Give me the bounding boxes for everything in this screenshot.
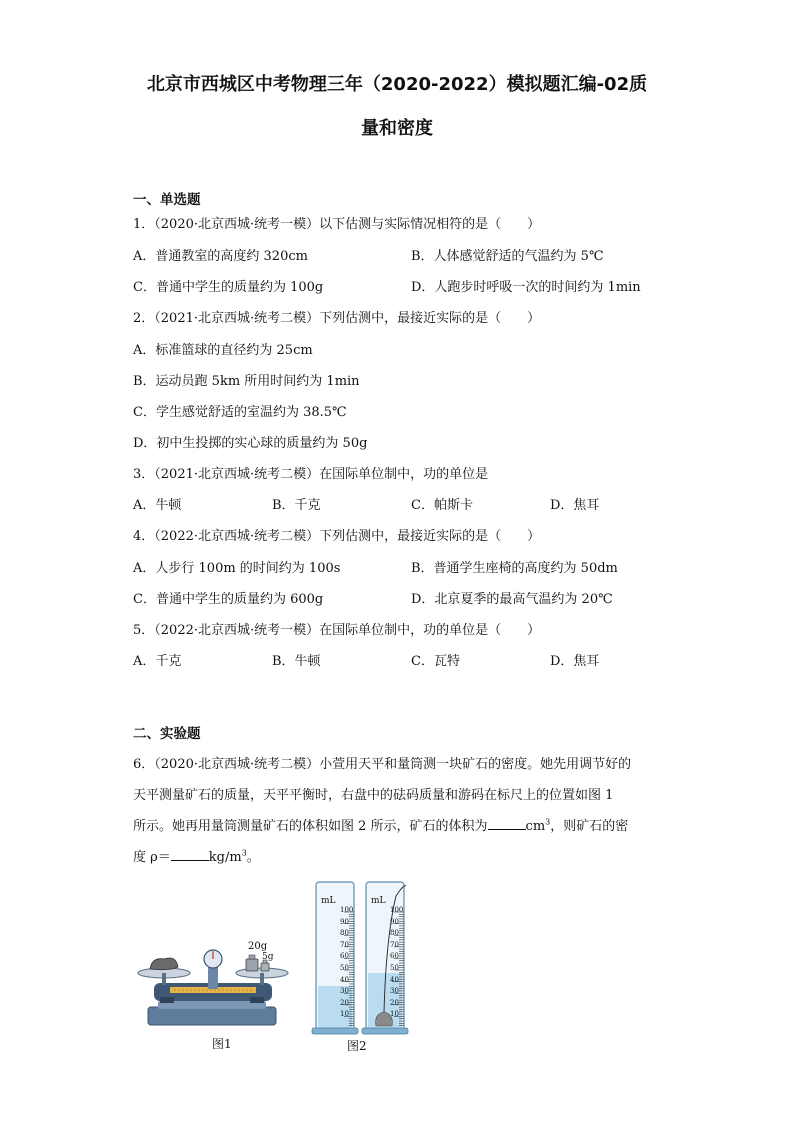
scale-label-80: 80 [340, 929, 349, 938]
question-1-option-b: B．人体感觉舒适的气温约为 5℃ [411, 249, 604, 264]
figure-1-caption: 图1 [212, 1037, 232, 1051]
question-6-text-density: ，则矿石的密 [550, 819, 629, 834]
question-1-option-c: C．普通中学生的质量约为 100g [133, 280, 324, 295]
question-3-stem: 3．（2021·北京西城·统考二模）在国际单位制中，功的单位是 [133, 467, 489, 482]
scale-label-100: 100 [390, 906, 404, 914]
question-5-option-a: A．千克 [133, 654, 182, 669]
scale-label-40: 40 [390, 975, 399, 984]
weight-label-20g: 20g [248, 941, 268, 952]
question-2-stem: 2．（2021·北京西城·统考二模）下列估测中，最接近实际的是（ ） [133, 311, 541, 326]
document-title-line1: 北京市西城区中考物理三年（2020-2022）模拟题汇编-02质 [146, 74, 648, 95]
scale-label-80: 80 [390, 929, 399, 938]
question-6-line-2: 天平测量矿石的质量，天平平衡时，右盘中的砝码质量和游码在标尺上的位置如图 1 [133, 788, 614, 803]
question-3-option-c: C．帕斯卡 [411, 498, 473, 513]
answer-blank-volume[interactable] [488, 817, 526, 830]
question-6-line-1: 6．（2020·北京西城·统考二模）小萱用天平和量筒测一块矿石的密度。她先用调节好的 [133, 757, 632, 772]
cylinder-2-unit: mL [371, 896, 386, 906]
scale-label-40: 40 [340, 975, 349, 984]
question-4-option-d: D．北京夏季的最高气温约为 20℃ [411, 592, 613, 607]
scale-label-50: 50 [390, 964, 399, 972]
scale-label-70: 70 [340, 940, 349, 949]
cylinder-1-unit: mL [321, 896, 336, 906]
section-heading-single-choice: 一、单选题 [133, 192, 201, 208]
scale-label-10: 10 [390, 1010, 399, 1019]
weight-label-5g: 5g [262, 952, 274, 962]
scale-label-30: 30 [390, 987, 399, 996]
scale-label-20: 20 [390, 998, 399, 1007]
figure-2-caption: 图2 [347, 1039, 367, 1053]
density-unit: kg/m [208, 850, 242, 865]
question-4-stem: 4．（2022·北京西城·统考二模）下列估测中，最接近实际的是（ ） [133, 529, 541, 544]
section-heading-experiment: 二、实验题 [133, 726, 201, 742]
document-title-line2: 量和密度 [361, 118, 433, 139]
question-6-line-3 [133, 815, 661, 834]
question-2-option-c: C．学生感觉舒适的室温约为 38.5℃ [133, 405, 347, 420]
question-1-option-a: A．普通教室的高度约 320cm [133, 249, 308, 264]
question-2-option-b: B．运动员跑 5km 所用时间约为 1min [133, 374, 360, 389]
question-3-option-b: B．千克 [272, 498, 321, 513]
scale-label-90: 90 [390, 917, 399, 926]
scale-label-50: 50 [340, 964, 349, 972]
unit-exponent: 3 [545, 817, 551, 827]
scale-label-30: 30 [340, 987, 349, 996]
question-5-option-c: C．瓦特 [411, 654, 460, 669]
scale-label-90: 90 [340, 917, 349, 926]
question-1-stem: 1．（2020·北京西城·统考一模）以下估测与实际情况相符的是（ ） [133, 217, 541, 232]
scale-label-70: 70 [390, 940, 399, 949]
question-5-stem: 5．（2022·北京西城·统考一模）在国际单位制中，功的单位是（ ） [133, 623, 541, 638]
question-4-option-b: B．普通学生座椅的高度约为 50dm [411, 561, 618, 576]
scale-label-60: 60 [340, 952, 349, 961]
question-3-option-a: A．牛顿 [133, 498, 182, 513]
question-6-text-volume: 所示。她再用量筒测量矿石的体积如图 2 所示，矿石的体积为 [133, 819, 488, 834]
volume-unit: cm [525, 819, 546, 834]
question-5-option-b: B．牛顿 [272, 654, 321, 669]
question-5-option-d: D．焦耳 [550, 654, 600, 669]
question-4-option-c: C．普通中学生的质量约为 600g [133, 592, 324, 607]
scale-label-100: 100 [340, 906, 354, 914]
density-symbol: 度 ρ＝ [133, 850, 171, 865]
question-2-option-d: D．初中生投掷的实心球的质量约为 50g [133, 436, 368, 451]
question-1-option-d: D．人跑步时呼吸一次的时间约为 1min [411, 280, 641, 295]
question-6-end: 。 [246, 850, 260, 865]
scale-label-60: 60 [390, 952, 399, 961]
scale-label-10: 10 [340, 1010, 349, 1019]
question-2-option-a: A．标准篮球的直径约为 25cm [133, 343, 313, 358]
question-3-option-d: D．焦耳 [550, 498, 600, 513]
question-6-line-4 [133, 846, 661, 865]
answer-blank-density[interactable] [171, 848, 209, 861]
scale-label-20: 20 [340, 998, 349, 1007]
density-unit-exponent: 3 [241, 848, 247, 858]
question-4-option-a: A．人步行 100m 的时间约为 100s [133, 561, 341, 576]
